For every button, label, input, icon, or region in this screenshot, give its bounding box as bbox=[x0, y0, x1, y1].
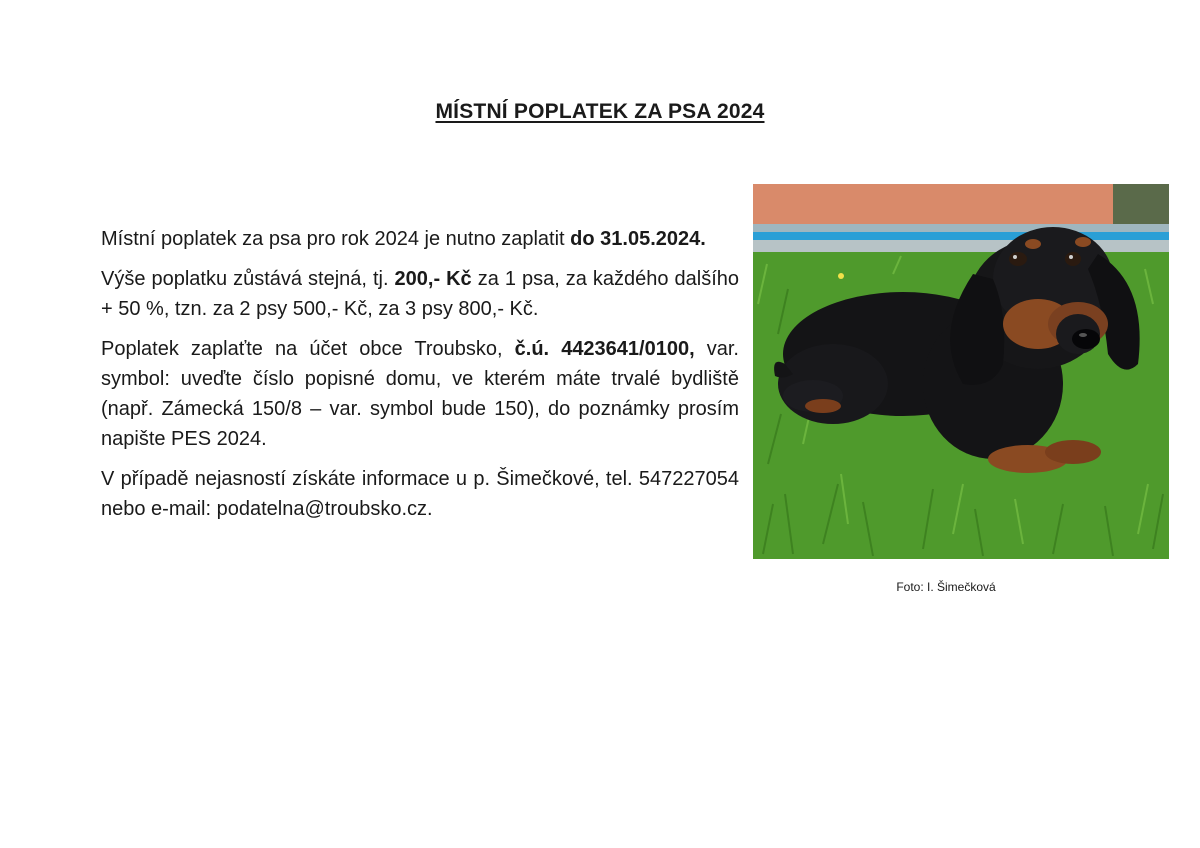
paragraph-deadline: Místní poplatek za psa pro rok 2024 je nutno zaplatit do 31.05.2024. bbox=[101, 228, 706, 250]
paragraph-contact: V případě nejasností získáte informace u p. Šimečkové, tel. 547227054 nebo e-mail: podatelna@troubsko.cz. bbox=[101, 468, 739, 520]
paragraph-payment: Poplatek zaplaťte na účet obce Troubsko, č.ú. 4423641/0100, var. symbol: uveďte číslo popisné domu, ve kterém máte trvalé bydliště (např. Zámecká 150/8 – var. symbol bude 150), do poznámky prosím napište PES 2024. bbox=[101, 338, 739, 450]
dog-photo bbox=[753, 184, 1169, 559]
account-number: č.ú. 4423641/0100, bbox=[514, 338, 695, 360]
dachshund-illustration bbox=[753, 184, 1169, 559]
page-title: MÍSTNÍ POPLATEK ZA PSA 2024 bbox=[435, 100, 765, 123]
fee-amount: 200,- Kč bbox=[394, 268, 472, 290]
photo-caption: Foto: I. Šimečková bbox=[896, 580, 996, 594]
deadline-date: do 31.05.2024. bbox=[570, 228, 706, 250]
notice-body bbox=[101, 224, 739, 534]
paragraph-fee: Výše poplatku zůstává stejná, tj. 200,- Kč za 1 psa, za každého dalšího + 50 %, tzn. za 2 psy 500,- Kč, za 3 psy 800,- Kč. bbox=[101, 268, 739, 320]
